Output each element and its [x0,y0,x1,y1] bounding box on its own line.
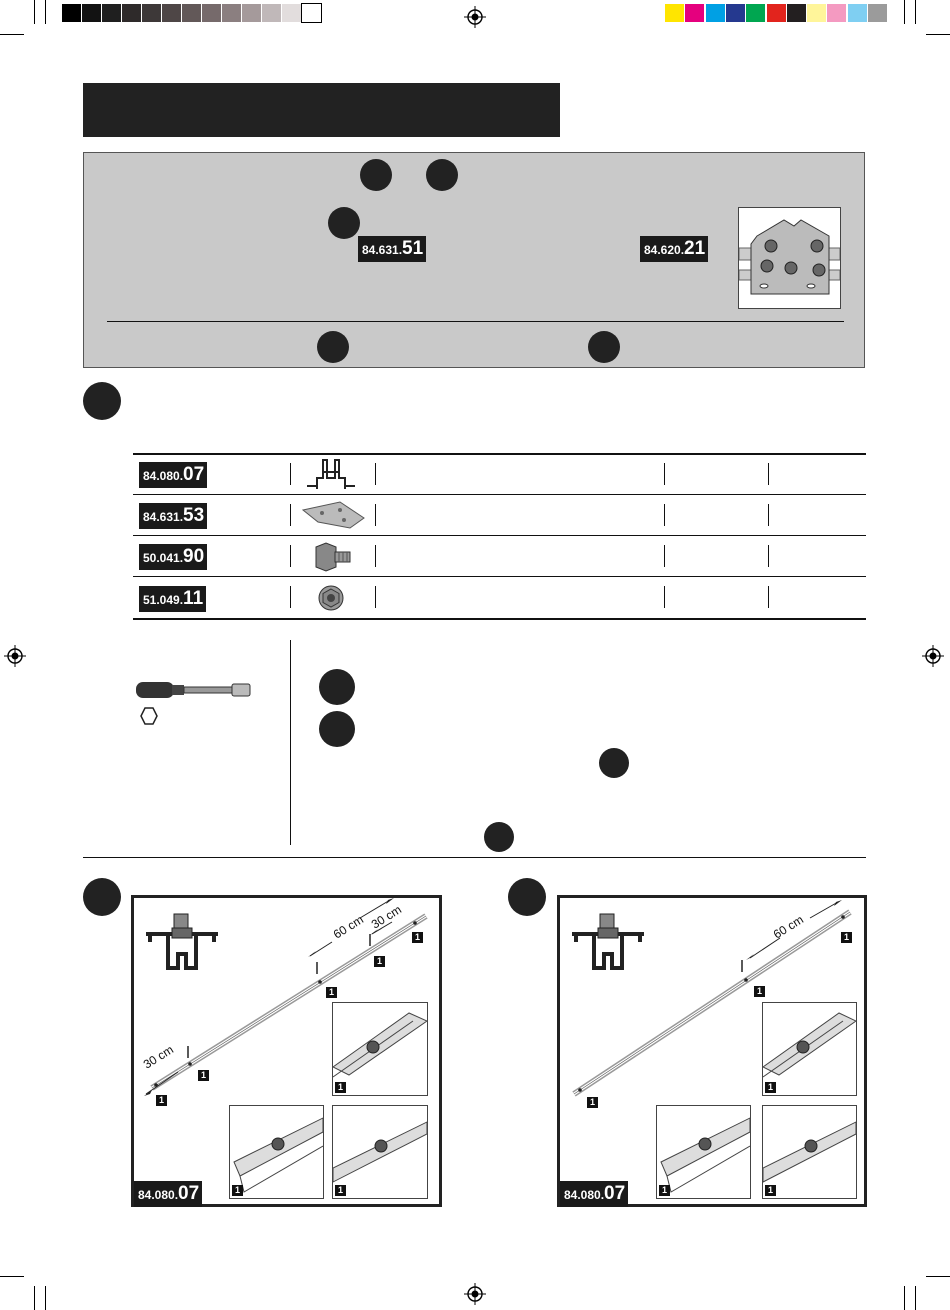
bracket-photo [738,207,841,309]
table-col-sep [290,504,291,526]
grey-swatch [162,4,181,22]
part-number-84-620-21: 84.620.21 [640,236,708,262]
crop-mark [926,34,950,35]
detail-inset [656,1105,751,1199]
table-col-sep [290,545,291,567]
rail-bolt-detail [230,1106,323,1198]
step-marker [360,159,392,191]
label-tag: 1 [841,932,852,943]
crop-mark [34,1286,35,1310]
rail-bolt-detail [763,1106,856,1198]
rail-bolt-detail [333,1003,427,1095]
grey-swatch [202,4,221,22]
flange-nut-icon [318,584,344,612]
label-tag: 1 [765,1185,776,1196]
table-row-part-number: 51.049.11 [139,586,206,612]
step-marker [426,159,458,191]
crop-mark [904,0,905,24]
table-row-part-number: 50.041.90 [139,544,207,570]
crop-mark [0,34,24,35]
detail-inset [762,1002,857,1096]
label-tag: 1 [198,1070,209,1081]
figure-part-number: 84.080.07 [134,1181,202,1207]
step-marker [317,331,349,363]
divider [107,321,844,322]
title-bar [83,83,560,137]
grey-swatch [242,4,261,22]
detail-inset [762,1105,857,1199]
crop-mark [915,1286,916,1310]
dimension-label: 30 cm [368,902,404,932]
section-marker [83,878,121,916]
step-marker [328,207,360,239]
table-rule [133,618,866,620]
crop-mark [904,1286,905,1310]
divider [83,857,866,858]
figure-rail-marking-left [131,895,442,1207]
color-swatch [827,4,846,22]
section-marker [508,878,546,916]
detail-inset [332,1002,428,1096]
grey-swatch [62,4,81,22]
table-col-sep [375,504,376,526]
step-marker [599,748,629,778]
table-row-part-number: 84.631.53 [139,503,207,529]
label-tag: 1 [587,1097,598,1108]
color-swatch [767,4,786,22]
grey-swatch [222,4,241,22]
table-rule [133,453,866,455]
step-marker [484,822,514,852]
grey-swatch [182,4,201,22]
crop-mark [915,0,916,24]
registration-mark-icon [464,1283,486,1305]
bracket-plate-icon [300,500,366,530]
crop-mark [0,1276,24,1277]
color-swatch [807,4,826,22]
table-col-sep [768,504,769,526]
table-col-sep [664,545,665,567]
rail-bolt-detail [333,1106,427,1198]
grey-swatch [262,4,281,22]
color-swatch [665,4,684,22]
label-tag: 1 [659,1185,670,1196]
crop-mark [45,1286,46,1310]
grey-swatch [142,4,161,22]
detail-inset [229,1105,324,1199]
color-swatch [868,4,887,22]
part-number-84-631-51: 84.631.51 [358,236,426,262]
table-col-sep [290,586,291,608]
color-swatch [706,4,725,22]
table-rule [133,535,866,536]
step-marker [319,711,355,747]
rail-bolt-detail [763,1003,856,1095]
table-col-sep [664,504,665,526]
table-col-sep [375,586,376,608]
grey-swatch [282,4,301,22]
crop-mark [34,0,35,24]
table-col-sep [375,463,376,485]
color-swatch [848,4,867,22]
label-tag: 1 [412,932,423,943]
rail-profile-icon [305,458,357,490]
dimension-label: 60 cm [770,912,806,942]
label-tag: 1 [326,987,337,998]
section-marker [83,382,121,420]
table-col-sep [664,463,665,485]
label-tag: 1 [374,956,385,967]
color-swatch [726,4,745,22]
label-tag: 1 [754,986,765,997]
table-col-sep [664,586,665,608]
nut-driver-icon [132,676,254,726]
registration-mark-icon [4,645,26,667]
figure-part-number: 84.080.07 [560,1181,628,1207]
crop-mark [45,0,46,24]
label-tag: 1 [335,1082,346,1093]
table-col-sep [290,463,291,485]
table-rule [133,494,866,495]
grey-swatch [302,4,321,22]
registration-mark-icon [464,6,486,28]
grey-swatch [102,4,121,22]
table-col-sep [768,586,769,608]
crop-mark [926,1276,950,1277]
figure-rail-marking-right [557,895,867,1207]
grey-swatch [122,4,141,22]
label-tag: 1 [232,1185,243,1196]
color-swatch [685,4,704,22]
corner-bracket-icon [739,208,840,308]
rail-bolt-detail [657,1106,750,1198]
table-col-sep [768,545,769,567]
table-col-sep [375,545,376,567]
table-col-sep [768,463,769,485]
step-marker [588,331,620,363]
dimension-label: 60 cm [330,912,366,942]
step-marker [319,669,355,705]
detail-inset [332,1105,428,1199]
color-swatch [746,4,765,22]
label-tag: 1 [765,1082,776,1093]
table-row-part-number: 84.080.07 [139,462,207,488]
hex-bolt-icon [312,541,352,573]
color-swatch [787,4,806,22]
label-tag: 1 [335,1185,346,1196]
table-rule [133,576,866,577]
column-divider [290,640,291,845]
dimension-label: 30 cm [140,1042,176,1072]
grey-swatch [82,4,101,22]
label-tag: 1 [156,1095,167,1106]
registration-mark-icon [922,645,944,667]
